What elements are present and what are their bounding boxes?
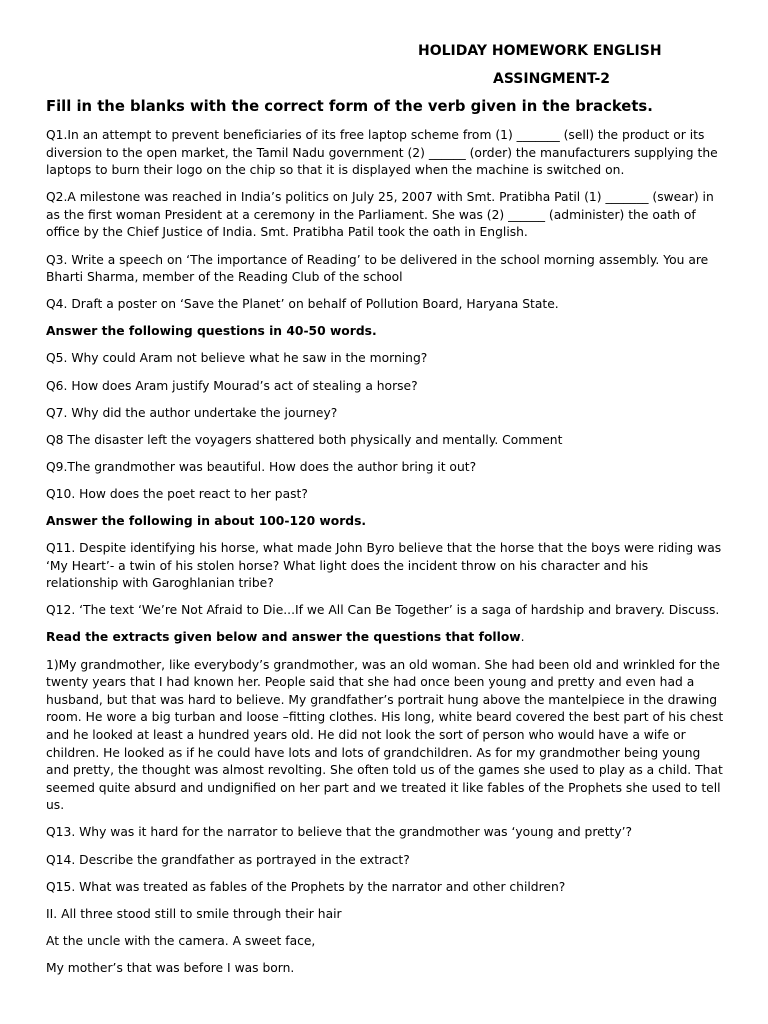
question-2: Q2.A milestone was reached in India’s politics on July 25, 2007 with Smt. Pratibha Patil (1) _______ (swear) in as the first woman President at a ceremony in the Parliament. She was (2) ______ (administer) the oath of office by the Chief Justice of India. Smt. Pratibha Patil took the oath in English. — [46, 190, 714, 240]
question-12: Q12. ‘The text ‘We’re Not Afraid to Die...If we All Can Be Together’ is a saga of hardship and bravery. Discuss. — [46, 603, 720, 618]
section-heading-extracts — [46, 629, 724, 647]
section-heading-extracts-text: Read the extracts given below and answer the questions that follow — [46, 630, 521, 645]
instruction-heading: Fill in the blanks with the correct form of the verb given in the brackets. — [46, 98, 653, 115]
question-1: Q1.In an attempt to prevent beneficiaries of its free laptop scheme from (1) _______ (sell) the product or its diversion to the open market, the Tamil Nadu government (2) ______ (order) the manufacturers supplying the laptops to burn their logo on the chip so that it is displayed when the machine is switched on. — [46, 128, 718, 178]
extract-2-line-1: II. All three stood still to smile through their hair — [46, 906, 342, 921]
question-13: Q13. Why was it hard for the narrator to believe that the grandmother was ‘young and pretty’? — [46, 825, 633, 840]
question-6: Q6. How does Aram justify Mourad’s act of stealing a horse? — [46, 378, 418, 393]
section-heading-long-answers: Answer the following in about 100-120 words. — [46, 514, 367, 528]
page-title: HOLIDAY HOMEWORK ENGLISH — [418, 43, 662, 59]
extract-1-passage: 1)My grandmother, like everybody’s grandmother, was an old woman. She had been old and wrinkled for the twenty years that I had known her. People said that she had once been young and pretty and even had a husband, but that was hard to believe. My grandfather’s portrait hung above the mantelpiece in the drawing room. He wore a big turban and loose –fitting clothes. His long, white beard covered the best part of his chest and he looked at least a hundred years old. He did not look the sort of person who would have a wife or children. He looked as if he could have lots and lots of grandchildren. As for my grandmother being young and pretty, the thought was almost revolting. She often told us of the games she used to play as a child. That seemed quite absurd and undignified on her part and we treated it like fables of the Prophets she used to tell us. — [46, 657, 724, 813]
page-subtitle: ASSINGMENT-2 — [493, 71, 611, 87]
document-body — [46, 127, 724, 987]
question-15: Q15. What was treated as fables of the Prophets by the narrator and other children? — [46, 879, 566, 894]
question-9: Q9.The grandmother was beautiful. How does the author bring it out? — [46, 459, 477, 474]
question-10: Q10. How does the poet react to her past? — [46, 486, 308, 501]
question-5: Q5. Why could Aram not believe what he saw in the morning? — [46, 351, 428, 366]
section-heading-short-answers: Answer the following questions in 40-50 words. — [46, 324, 377, 339]
question-14: Q14. Describe the grandfather as portrayed in the extract? — [46, 852, 410, 867]
question-11: Q11. Despite identifying his horse, what made John Byro believe that the horse that the boys were riding was ‘My Heart’- a twin of his stolen horse? What light does the incident throw on his character and his relationship with Garoghlanian tribe? — [46, 541, 722, 591]
question-7: Q7. Why did the author undertake the journey? — [46, 405, 338, 420]
extract-2-line-3: My mother’s that was before I was born. — [46, 960, 295, 975]
question-3: Q3. Write a speech on ‘The importance of Reading’ to be delivered in the school morning assembly. You are Bharti Sharma, member of the Reading Club of the school — [46, 252, 709, 285]
question-8: Q8 The disaster left the voyagers shattered both physically and mentally. Comment — [46, 432, 563, 447]
section-heading-extracts-period: . — [520, 630, 525, 645]
extract-2-line-2: At the uncle with the camera. A sweet face, — [46, 933, 316, 948]
question-4: Q4. Draft a poster on ‘Save the Planet’ on behalf of Pollution Board, Haryana State. — [46, 297, 559, 312]
